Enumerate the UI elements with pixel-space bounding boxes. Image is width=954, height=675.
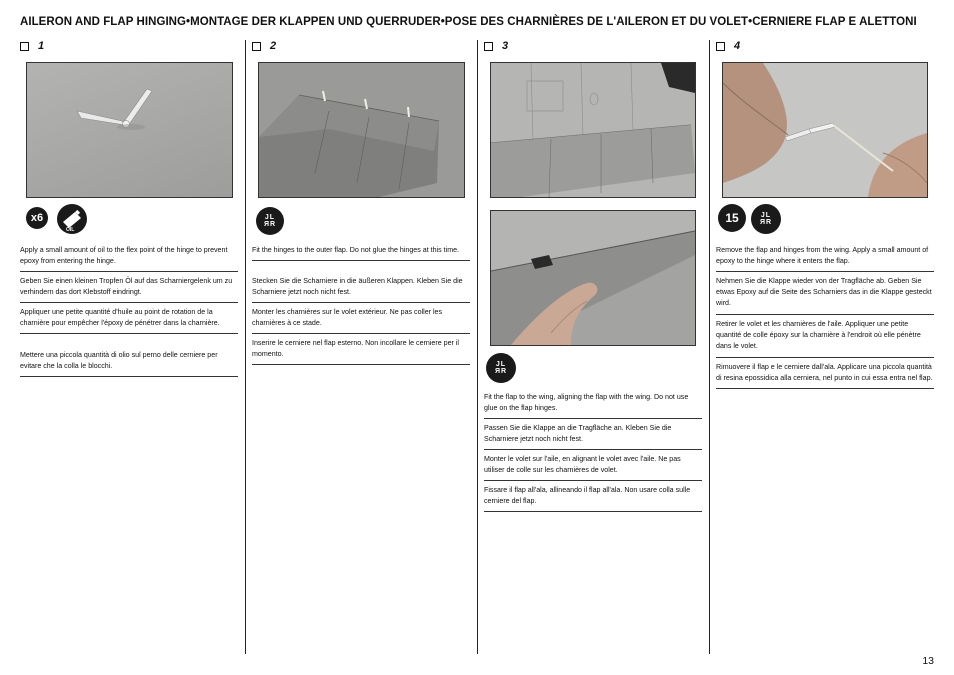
step-3-photo-bottom [490,210,696,346]
step-2-header [252,40,276,52]
step-2-number: 2 [270,40,277,52]
oil-label: OIL [66,227,75,233]
step-1-header [20,40,44,52]
hinge-icon: JL ЯR [256,207,284,235]
column-divider [245,40,246,654]
step-4-checkbox[interactable] [716,42,725,51]
page-title: AILERON AND FLAP HINGING•MONTAGE DER KLAPPEN UND QUERRUDER•POSE DES CHARNIÈRES DE L'AILERON ET DU VOLET•CERNIERE FLAP E ALETTONI [20,16,917,28]
column-divider [477,40,478,654]
step-3-photo-top [490,62,696,198]
quantity-badge: x6 [26,207,48,229]
step-1-text-fr: Appliquer une petite quantité d'huile au point de rotation de la charnière pour empêcher l'époxy de pénétrer dans la charnière. [20,307,238,334]
page-number: 13 [922,655,934,667]
step-1-text-it: Mettere una piccola quantità di olio sul perno delle cerniere per evitare che la colla le blocchi. [20,350,238,377]
step-1-number: 1 [38,40,45,52]
step-2-text-it: Inserire le cerniere nel flap esterno. Non incollare le cerniere per il momento. [252,338,470,365]
column-divider [709,40,710,654]
cure-time-badge: 15 [718,204,746,232]
step-3-number: 3 [502,40,509,52]
step-2-text-en: Fit the hinges to the outer flap. Do not glue the hinges at this time. [252,245,470,261]
step-1-photo [26,62,233,198]
step-4-photo [722,62,928,198]
hinge-icon: JL ЯR [751,204,781,234]
step-3-text-fr: Monter le volet sur l'aile, en alignant le volet avec l'aile. Ne pas utiliser de colle sur les charnières de volet. [484,454,702,481]
step-2-photo [258,62,465,198]
step-1-checkbox[interactable] [20,42,29,51]
step-3-header [484,40,508,52]
oil-bottle-icon [57,204,87,234]
step-4-text-en: Remove the flap and hinges from the wing. Apply a small amount of epoxy to the hinge where it enters the flap. [716,245,934,272]
step-1-text-de: Geben Sie einen kleinen Tropfen Öl auf das Scharniergelenk um zu verhindern das dort Klebstoff eindringt. [20,276,238,303]
hinge-icon: JL ЯR [486,353,516,383]
step-2-text-de: Stecken Sie die Scharniere in die äußeren Klappen. Kleben Sie die Scharniere jetzt noch nicht fest. [252,276,470,303]
step-4-header [716,40,740,52]
step-3-text-en: Fit the flap to the wing, aligning the flap with the wing. Do not use glue on the flap hinges. [484,392,702,419]
step-4-text-fr: Retirer le volet et les charnières de l'aile. Appliquer une petite quantité de colle époxy sur la charnière à l'endroit où elle pénètre dans le volet. [716,319,934,358]
step-2-text-fr: Monter les charnières sur le volet extérieur. Ne pas coller les charnières à ce stade. [252,307,470,334]
step-1-text-en: Apply a small amount of oil to the flex point of the hinge to prevent epoxy from entering the hinge. [20,245,238,272]
step-4-number: 4 [734,40,741,52]
step-3-text-it: Fissare il flap all'ala, allineando il flap all'ala. Non usare colla sulle cerniere del flap. [484,485,702,512]
step-3-checkbox[interactable] [484,42,493,51]
step-4-text-de: Nehmen Sie die Klappe wieder von der Tragfläche ab. Geben Sie etwas Epoxy auf die Seite des Scharniers das in die Klappe gesteckt wird. [716,276,934,315]
step-4-text-it: Rimuovere il flap e le cerniere dall'ala. Applicare una piccola quantità di resina epossidica alla cerniera, nel punto in cui essa entra nel flap. [716,362,934,389]
step-2-checkbox[interactable] [252,42,261,51]
step-3-text-de: Passen Sie die Klappe an die Tragfläche an. Kleben Sie die Scharniere jetzt noch nicht fest. [484,423,702,450]
